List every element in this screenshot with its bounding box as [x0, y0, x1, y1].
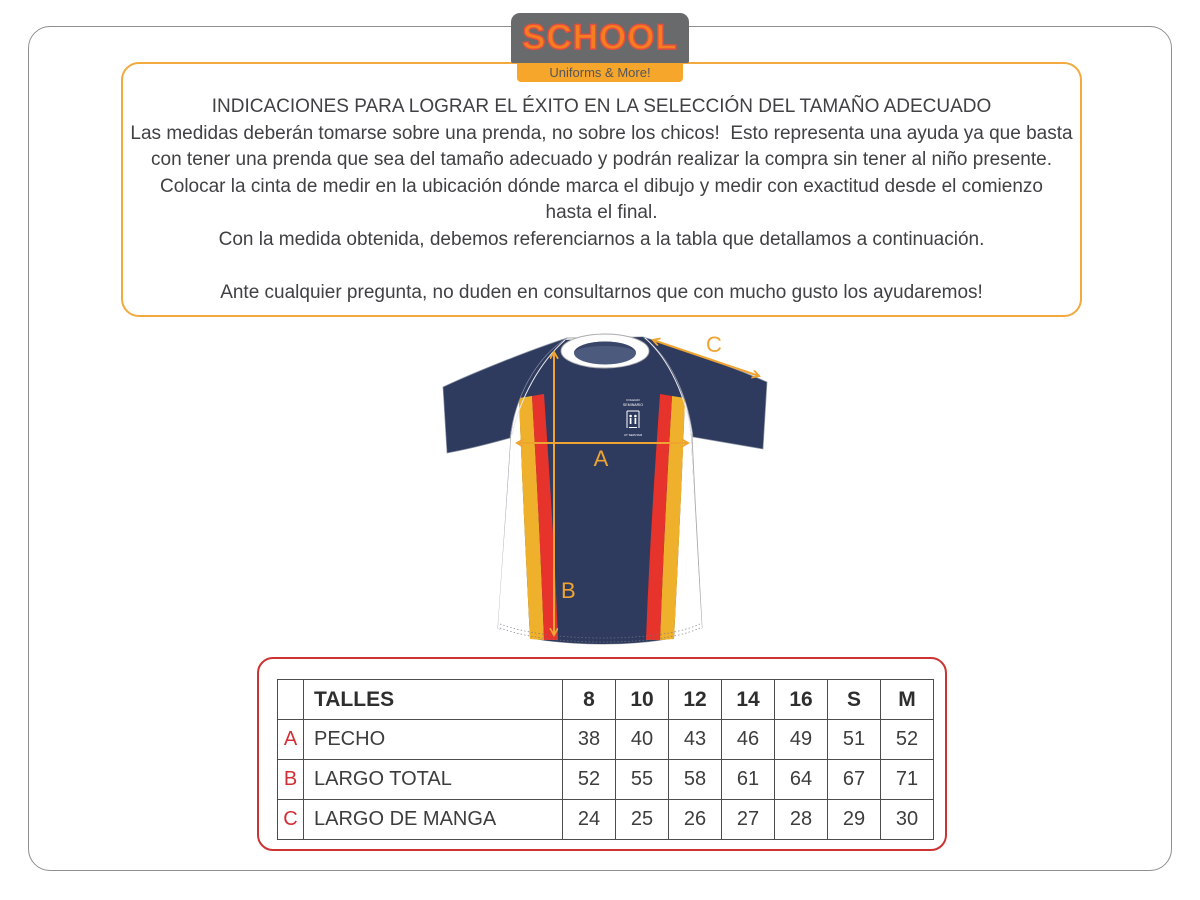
measure-label-chest: A [593, 446, 609, 471]
size-value: 64 [775, 760, 828, 800]
size-value: 67 [828, 760, 881, 800]
size-table-head [278, 680, 934, 720]
logo-box [511, 13, 689, 63]
size-table-row [278, 800, 934, 840]
size-value: 71 [881, 760, 934, 800]
logo-banner [517, 63, 683, 82]
size-table-row [278, 720, 934, 760]
size-value: 52 [563, 760, 616, 800]
instruction-line: hasta el final. [545, 202, 658, 223]
size-value: 30 [881, 800, 934, 840]
instructions-lines [123, 121, 1080, 307]
instructions-box [121, 62, 1082, 317]
size-table-row [278, 760, 934, 800]
size-value: 46 [722, 720, 775, 760]
row-letter: A [278, 720, 304, 760]
size-column-header: M [881, 680, 934, 720]
instruction-line: Ante cualquier pregunta, no duden en consultarnos que con mucho gusto los ayudaremos! [220, 281, 983, 303]
size-table-body [278, 720, 934, 840]
size-table-header-row [278, 680, 934, 720]
size-column-header: 10 [616, 680, 669, 720]
instructions-title: INDICACIONES PARA LOGRAR EL ÉXITO EN LA SELECCIÓN DEL TAMAÑO ADECUADO [211, 96, 992, 117]
size-value: 61 [722, 760, 775, 800]
size-value: 24 [563, 800, 616, 840]
size-value: 28 [775, 800, 828, 840]
size-value: 29 [828, 800, 881, 840]
shirt-illustration [430, 330, 780, 660]
size-table-box [257, 657, 947, 851]
size-value: 58 [669, 760, 722, 800]
size-column-header: 8 [563, 680, 616, 720]
instruction-line [123, 253, 1080, 280]
size-table [277, 679, 934, 840]
size-value: 40 [616, 720, 669, 760]
size-column-header: 16 [775, 680, 828, 720]
logo-subtitle: Uniforms & More! [549, 65, 651, 80]
crest-line1: COLEGIO [626, 398, 640, 402]
row-letter: C [278, 800, 304, 840]
size-value: 25 [616, 800, 669, 840]
shirt-diagram [430, 330, 780, 660]
instruction-line: Con la medida obtenida, debemos referenciarnos a la tabla que detallamos a continuación. [218, 228, 985, 250]
instruction-line: con tener una prenda que sea del tamaño adecuado y podrán realizar la compra sin tener al niño presente. [151, 149, 1052, 170]
size-value: 52 [881, 720, 934, 760]
header-talles: TALLES [304, 680, 563, 720]
size-column-header: S [828, 680, 881, 720]
school-logo [511, 13, 689, 82]
size-column-header: 14 [722, 680, 775, 720]
size-value: 51 [828, 720, 881, 760]
row-label: LARGO DE MANGA [304, 800, 563, 840]
size-column-header: 12 [669, 680, 722, 720]
size-value: 38 [563, 720, 616, 760]
instruction-line: Colocar la cinta de medir en la ubicación dónde marca el dibujo y medir con exactitud desde el comienzo [160, 175, 1043, 197]
crest-line3: UT SERVIAM [623, 433, 643, 437]
size-value: 26 [669, 800, 722, 840]
measure-label-sleeve: C [706, 332, 722, 357]
size-value: 49 [775, 720, 828, 760]
size-value: 43 [669, 720, 722, 760]
logo-title: SCHOOL [522, 18, 678, 57]
row-letter: B [278, 760, 304, 800]
instruction-line: Las medidas deberán tomarse sobre una prenda, no sobre los chicos! Esto representa una ayuda ya que basta [130, 122, 1073, 144]
header-empty-cell [278, 680, 304, 720]
row-label: PECHO [304, 720, 563, 760]
row-label: LARGO TOTAL [304, 760, 563, 800]
size-value: 27 [722, 800, 775, 840]
measure-label-length: B [561, 578, 576, 603]
crest-line2: SEMINARIO [622, 403, 644, 407]
size-value: 55 [616, 760, 669, 800]
